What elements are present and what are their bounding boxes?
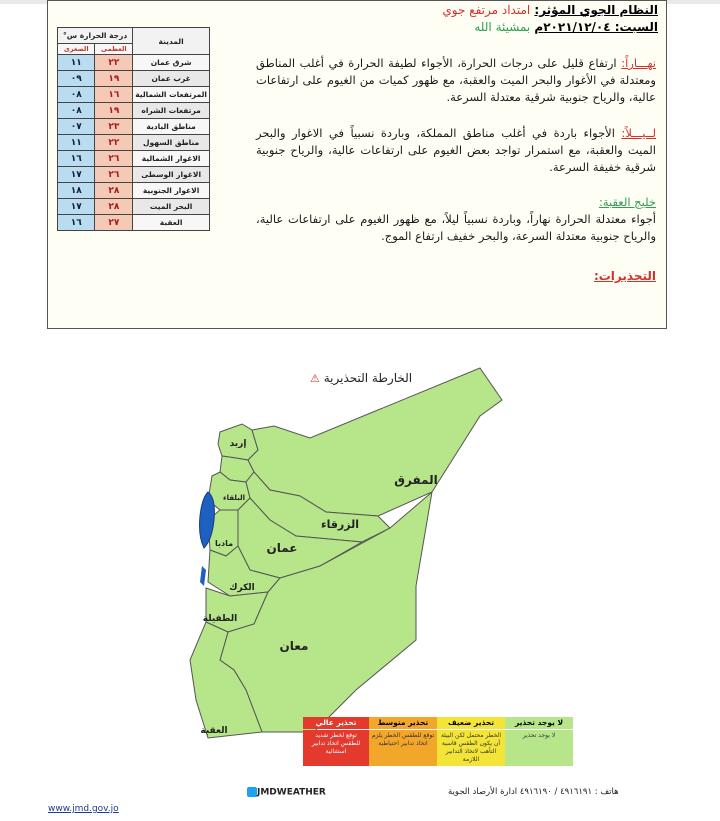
legend-none-desc: لا يوجد تحذير <box>505 730 573 766</box>
table-cell-city: البحر الميت <box>133 199 210 215</box>
table-cell-city: العقبة <box>133 215 210 231</box>
dead-sea-south <box>200 566 206 586</box>
table-row <box>58 199 210 215</box>
table-row <box>58 103 210 119</box>
table-cell-min: ١٦ <box>58 215 95 231</box>
legend-medium-title: تحذير متوسط <box>369 717 437 729</box>
table-cell-min: ٠٩ <box>58 71 95 87</box>
legend-high-title: تحذير عالي <box>303 717 369 729</box>
map-label-karak: الكرك <box>229 583 255 593</box>
twitter-handle[interactable] <box>245 787 326 798</box>
table-cell-max: ٢٦ <box>95 167 133 183</box>
table-cell-max: ١٦ <box>95 87 133 103</box>
twitter-icon <box>247 787 257 797</box>
table-row <box>58 119 210 135</box>
day-title: نهـــاراً: <box>621 56 656 70</box>
map-label-amman: عمان <box>266 541 298 555</box>
legend-none-title: لا يوجد تحذير <box>505 717 573 729</box>
aqaba-text: أجواء معتدلة الحرارة نهاراً، وباردة نسبياً ليلاً، مع ظهور الغيوم على ارتفاعات عالية، والرياح جنوبية معتدلة السرعة، والبحر خفيف ارتفاع الموج. <box>256 212 656 243</box>
table-cell-city: شرق عمان <box>133 55 210 71</box>
weather-system-label: النظام الجوي المؤثر: <box>534 3 658 17</box>
legend-low-desc: الخطر محتمل لكن البيئة أن يكون الطقس قاسية التأهب لاتخاذ التدابير اللازمة <box>437 730 505 766</box>
map-label-aqaba: العقبة <box>200 726 228 736</box>
table-cell-max: ٢٦ <box>95 151 133 167</box>
table-cell-max: ٢٢ <box>95 135 133 151</box>
table-row <box>58 71 210 87</box>
temperature-table <box>57 27 210 231</box>
table-header-city: المدينة <box>133 28 210 55</box>
table-cell-min: ١٧ <box>58 167 95 183</box>
table-header-temp: درجة الحرارة س° <box>58 28 133 44</box>
weather-system-value: امتداد مرتفع جوي <box>442 3 531 17</box>
map-label-irbid: إربد <box>229 439 247 449</box>
table-row <box>58 183 210 199</box>
warning-triangle-icon: ⚠ <box>310 372 320 385</box>
night-forecast <box>256 125 656 176</box>
table-cell-city: الاغوار الجنوبية <box>133 183 210 199</box>
date-note: بمشيئة الله <box>474 20 531 34</box>
night-title: لــيـــلاً: <box>621 126 657 140</box>
night-text: الأجواء باردة في أغلب مناطق المملكة، وباردة نسبياً في الاغوار والبحر الميت والعقبة، مع استمرار تواجد بعض الغيوم على ارتفاعات عالية، والرياح جنوبية شرقية خفيفة السرعة. <box>256 126 656 174</box>
day-text: ارتفاع قليل على درجات الحرارة، الأجواء لطيفة الحرارة في أغلب المناطق ومعتدلة في الأغوار والبحر الميت والعقبة، مع ظهور كميات من الغيوم على ارتفاعات عالية، والرياح جنوبية شرقية معتدلة السرعة. <box>256 56 656 104</box>
table-row <box>58 55 210 71</box>
date-line <box>474 20 658 34</box>
day-forecast <box>256 55 656 106</box>
table-cell-max: ١٩ <box>95 71 133 87</box>
table-cell-max: ٢٢ <box>95 55 133 71</box>
table-cell-min: ١٧ <box>58 199 95 215</box>
table-row <box>58 167 210 183</box>
jordan-warning-map <box>150 360 580 750</box>
table-row <box>58 87 210 103</box>
table-cell-city: الاغوار الشمالية <box>133 151 210 167</box>
table-row <box>58 215 210 231</box>
table-row <box>58 135 210 151</box>
website-link[interactable]: www.jmd.gov.jo <box>48 804 119 814</box>
footer-phone: هاتف : ٤٩١٦١٩١ / ٤٩١٦١٩٠ ادارة الأرصاد الجوية <box>448 787 619 797</box>
forecast-date: السبت: ٢٠٢١/١٢/٠٤م <box>534 20 658 34</box>
table-cell-city: مناطق البادية <box>133 119 210 135</box>
aqaba-title: خليج العقبة: <box>598 195 656 209</box>
map-label-maan: معان <box>279 639 309 653</box>
legend-medium-desc: توقع للطقس الخطر يلزم اتخاذ تدابير احتياطية <box>369 730 437 766</box>
table-cell-min: ١٨ <box>58 183 95 199</box>
table-cell-max: ٢٣ <box>95 119 133 135</box>
table-cell-city: المرتفعات الشمالية <box>133 87 210 103</box>
table-cell-max: ٢٨ <box>95 199 133 215</box>
table-cell-min: ١١ <box>58 135 95 151</box>
aqaba-forecast <box>256 194 656 245</box>
warnings-title: التحذيرات: <box>593 269 656 283</box>
legend-low-title: تحذير ضعيف <box>437 717 505 729</box>
map-label-mafraq: المفرق <box>394 473 438 487</box>
table-cell-min: ١٦ <box>58 151 95 167</box>
weather-system-line <box>442 3 658 17</box>
table-cell-max: ١٩ <box>95 103 133 119</box>
table-cell-city: غرب عمان <box>133 71 210 87</box>
map-label-madaba: مادبا <box>214 539 234 548</box>
table-header-max: العظمى <box>95 44 133 55</box>
table-cell-city: الاغوار الوسطى <box>133 167 210 183</box>
twitter-handle-text: JMDWEATHER <box>257 787 326 798</box>
legend-high-desc: توقع لخطر شديد للطقس اتخاذ تدابير استثنائية <box>303 730 369 766</box>
map-title-text: الخارطة التحذيرية <box>323 371 413 385</box>
table-cell-min: ٠٨ <box>58 103 95 119</box>
table-cell-max: ٢٧ <box>95 215 133 231</box>
map-label-tafilah: الطفيلة <box>202 614 238 624</box>
table-row <box>58 151 210 167</box>
table-cell-city: مرتفعات الشراه <box>133 103 210 119</box>
table-cell-min: ٠٨ <box>58 87 95 103</box>
map-label-zarqa: الزرقاء <box>320 518 360 531</box>
table-cell-min: ١١ <box>58 55 95 71</box>
map-label-balqa: البلقاء <box>223 494 245 502</box>
table-cell-min: ٠٧ <box>58 119 95 135</box>
table-header-min: الصغرى <box>58 44 95 55</box>
table-cell-max: ٢٨ <box>95 183 133 199</box>
warning-legend <box>303 717 573 767</box>
table-cell-city: مناطق السهول <box>133 135 210 151</box>
